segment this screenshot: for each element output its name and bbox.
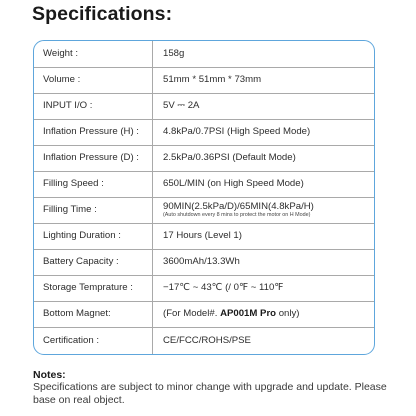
spec-label: Storage Temprature : bbox=[34, 275, 153, 301]
spec-label: Filling Speed : bbox=[34, 171, 153, 197]
notes-title: Notes: bbox=[33, 369, 66, 381]
spec-label: Battery Capacity : bbox=[34, 249, 153, 275]
spec-value: 17 Hours (Level 1) bbox=[163, 230, 242, 242]
spec-row-weight bbox=[34, 41, 374, 68]
spec-label: Inflation Pressure (H) : bbox=[34, 119, 153, 145]
spec-row-input bbox=[34, 93, 374, 120]
spec-label: Inflation Pressure (D) : bbox=[34, 145, 153, 171]
spec-value: 2.5kPa/0.36PSI (Default Mode) bbox=[163, 152, 296, 164]
spec-value: 90MIN(2.5kPa/D)/65MIN(4.8kPa/H) (Auto shutdown every 8 mins to protect the motor on H Mode) bbox=[163, 200, 314, 218]
spec-value: 4.8kPa/0.7PSI (High Speed Mode) bbox=[163, 126, 311, 138]
spec-label: Weight : bbox=[34, 41, 153, 67]
spec-label: Volume : bbox=[34, 67, 153, 93]
spec-row-filling-speed bbox=[34, 171, 374, 198]
page-title: Specifications: bbox=[32, 3, 173, 25]
model-number: AP001M Pro bbox=[220, 308, 277, 320]
spec-value: 3600mAh/13.3Wh bbox=[163, 256, 240, 268]
spec-value: (For Model#. AP001M Pro only) bbox=[163, 308, 300, 320]
spec-row-inflation-pressure-d bbox=[34, 145, 374, 172]
spec-row-volume bbox=[34, 67, 374, 94]
spec-label: Filling Time : bbox=[34, 197, 153, 223]
notes-text: Specifications are subject to minor change with upgrade and update. Please base on real object. bbox=[33, 381, 387, 406]
spec-row-inflation-pressure-h bbox=[34, 119, 374, 146]
spec-row-filling-time bbox=[34, 197, 374, 224]
spec-value: CE/FCC/ROHS/PSE bbox=[163, 335, 251, 346]
spec-label: Lighting Duration : bbox=[34, 223, 153, 249]
spec-value: 158g bbox=[163, 48, 185, 60]
spec-label: Bottom Magnet: bbox=[34, 301, 153, 327]
spec-value: 51mm * 51mm * 73mm bbox=[163, 74, 262, 86]
spec-row-certification bbox=[34, 327, 374, 354]
spec-value: −17℃ ~ 43℃ (/ 0℉ ~ 110℉ bbox=[163, 282, 284, 294]
spec-label: Certification : bbox=[34, 327, 153, 354]
spec-row-battery-capacity bbox=[34, 249, 374, 276]
spec-value: 650L/MIN (on High Speed Mode) bbox=[163, 178, 304, 190]
specifications-table bbox=[33, 40, 375, 355]
spec-value: 5V ⎓ 2A bbox=[163, 100, 200, 112]
spec-row-bottom-magnet bbox=[34, 301, 374, 328]
spec-label: INPUT I/O : bbox=[34, 93, 153, 119]
spec-row-lighting-duration bbox=[34, 223, 374, 250]
spec-note: (Auto shutdown every 8 mins to protect the motor on H Mode) bbox=[163, 211, 311, 218]
spec-row-storage-temperature bbox=[34, 275, 374, 302]
